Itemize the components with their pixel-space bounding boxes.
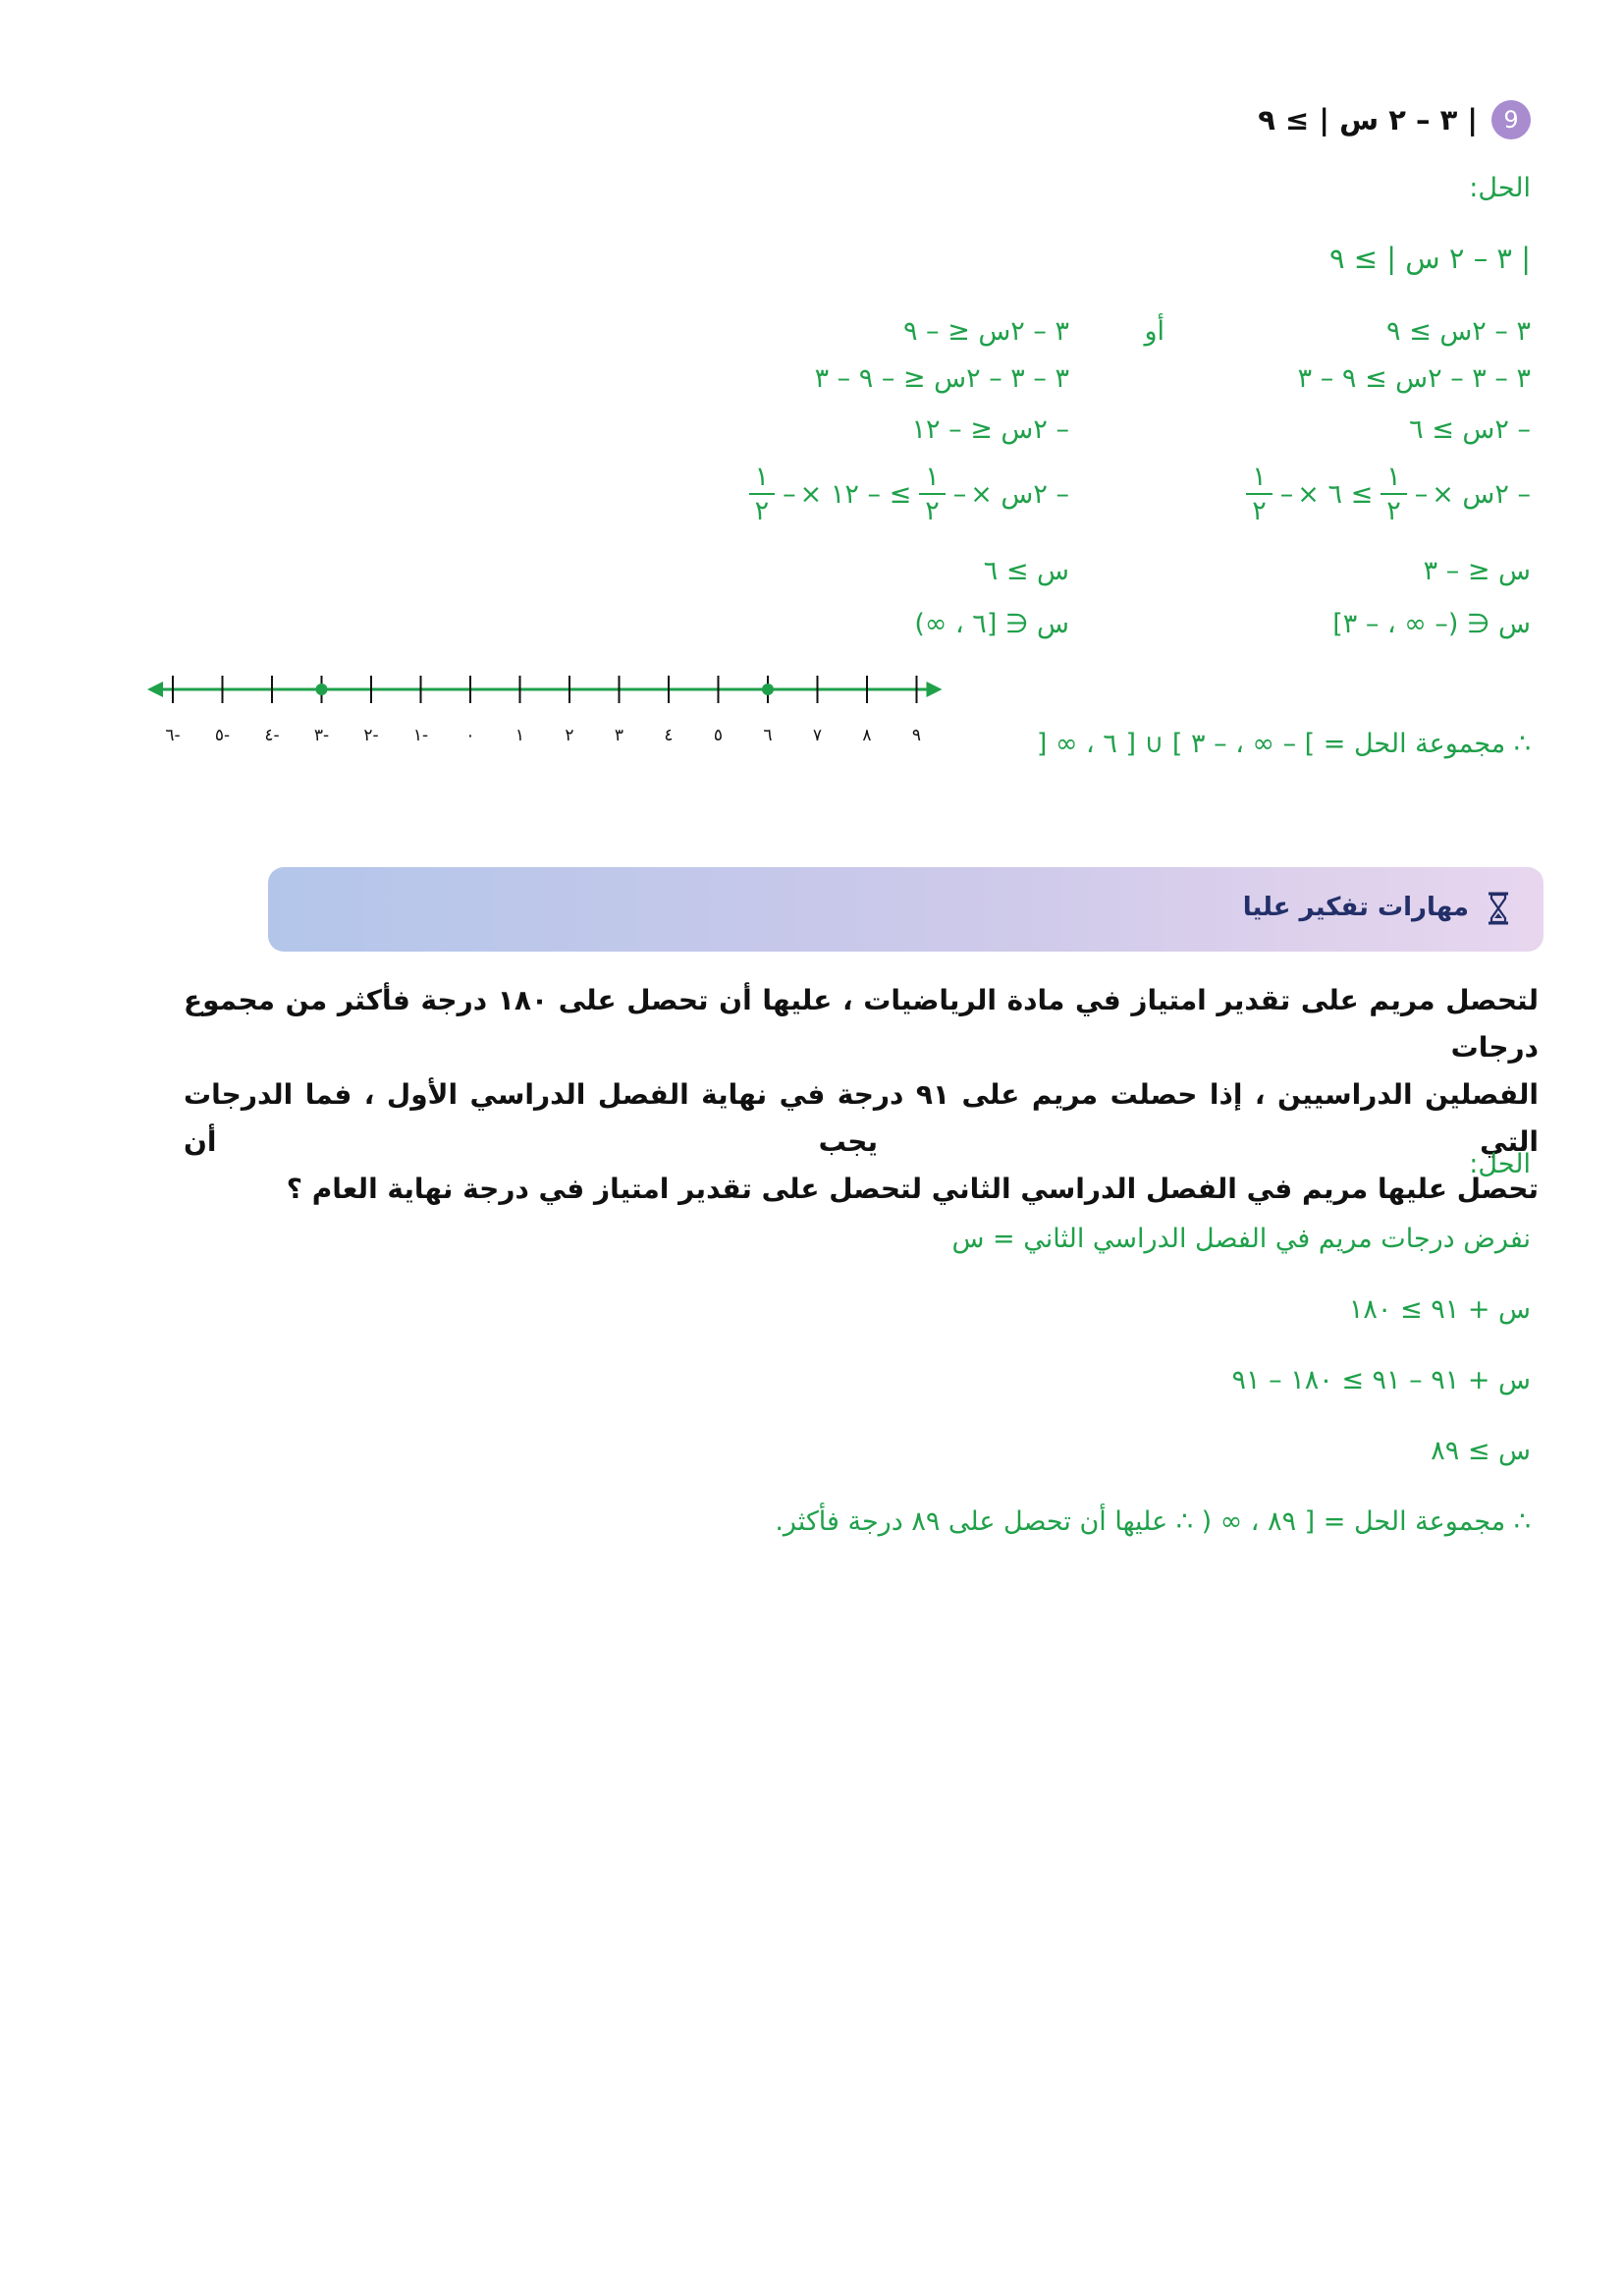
solution2-conclusion-line (775, 1506, 1531, 1537)
section-title: مهارات تفكير عليا (1242, 893, 1469, 922)
solution-set-line (1037, 729, 1531, 759)
fraction-numerator: ١ (919, 464, 946, 495)
hourglass-icon (1485, 891, 1512, 926)
fraction-numerator: ١ (749, 464, 776, 495)
number-line-tick-label: ٠ (465, 726, 475, 745)
section-banner (268, 867, 1543, 952)
solution2-line-1: نفرض درجات مريم في الفصل الدراسي الثاني = س (951, 1224, 1531, 1254)
case2-line-4 (745, 464, 1069, 524)
problem-number-badge: 9 (1491, 100, 1531, 139)
case2-line-6: س ∈ [٦ ، ∞) (914, 609, 1069, 639)
fraction-numerator: ١ (1246, 464, 1272, 495)
number-line (137, 666, 952, 764)
question-line: لتحصل مريم على تقدير امتياز في مادة الرياضيات ، عليها أن تحصل على ١٨٠ درجة فأكثر من مجموع درجات (184, 984, 1539, 1064)
solution-label: الحل: (1469, 173, 1531, 203)
number-line-tick-label: ٤ (664, 726, 674, 745)
absolute-inequality: | ٣ – ٢ س | ≥ ٩ (1328, 242, 1531, 275)
fraction-one-half (1246, 464, 1272, 524)
case1-line-1: ٣ – ٢س ≥ ٩ (1386, 316, 1531, 347)
number-line-tick-label: ١ (514, 726, 525, 745)
fraction-one-half (1380, 464, 1407, 524)
number-line-tick-label: ٥- (214, 726, 231, 745)
fraction-denominator: ٢ (1252, 496, 1267, 526)
case1-line-3: – ٢س ≥ ٦ (1409, 414, 1531, 445)
problem-header (1258, 100, 1531, 139)
number-line-point (762, 683, 774, 695)
number-line-tick-label: ٦ (763, 726, 773, 745)
left-arrow-icon (147, 682, 163, 697)
right-arrow-icon (927, 682, 943, 697)
case1-line-5: س ≤ – ٣ (1423, 556, 1531, 586)
solution2-conclusion: مجموعة الحل = [ ٨٩ ، ∞ ( ∴ عليها أن تحصل على ٨٩ درجة فأكثر. (775, 1506, 1506, 1537)
number-line-tick-label: ٨ (862, 726, 872, 745)
case1-neg-sign-b: – (1279, 478, 1294, 510)
question-line: الفصلين الدراسيين ، إذا حصلت مريم على ٩١ درجة في نهاية الفصل الدراسي الأول ، فما الدرجات التي يجب أن (184, 1078, 1539, 1158)
case2-neg-sign-a: – (952, 478, 967, 510)
case1-line-4 (1242, 464, 1531, 524)
problem-expression: | ٣ – ٢ س | ≥ ٩ (1258, 103, 1478, 137)
question-paragraph (184, 977, 1539, 1213)
therefore-symbol: ∴ (1513, 729, 1531, 759)
case2-line-1: ٣ – ٢س ≤ – ٩ (902, 316, 1069, 347)
case1-neg-sign-a: – (1414, 478, 1429, 510)
fraction-denominator: ٢ (754, 496, 770, 526)
fraction-denominator: ٢ (925, 496, 940, 526)
number-line-tick-label: ٦- (165, 726, 181, 745)
number-line-tick-label: ٩ (911, 726, 922, 745)
solution2-line-3: س + ٩١ – ٩١ ≥ ١٨٠ – ٩١ (1231, 1365, 1531, 1395)
solution2-line-4: س ≥ ٨٩ (1431, 1436, 1531, 1466)
number-line-tick-label: ٣- (313, 726, 330, 745)
case2-line-3: – ٢س ≤ – ١٢ (911, 414, 1069, 445)
case2-neg-sign-b: – (783, 478, 796, 510)
fraction-denominator: ٢ (1386, 496, 1401, 526)
number-line-tick-label: ٣ (614, 726, 624, 745)
case1-line-2: ٣ – ٣ – ٢س ≥ ٩ – ٣ (1297, 363, 1531, 394)
or-label: أو (1144, 316, 1164, 347)
therefore-symbol: ∴ (1513, 1506, 1531, 1537)
question-line: تحصل عليها مريم في الفصل الدراسي الثاني لتحصل على تقدير امتياز في درجة نهاية العام ؟ (286, 1173, 1539, 1205)
case1-line-4-lhs: – ٢س × (1432, 478, 1531, 510)
number-line-tick-label: ٢ (565, 726, 574, 745)
case2-line-4-rhs: ≥ – ١٢ × (799, 478, 912, 510)
fraction-one-half (749, 464, 776, 524)
number-line-tick-label: ٧ (812, 726, 823, 745)
solution2-line-2: س + ٩١ ≥ ١٨٠ (1348, 1294, 1531, 1325)
number-line-tick-label: ٤- (264, 726, 280, 745)
case1-line-6: س ∈ (– ∞ ، – ٣] (1332, 609, 1531, 639)
solution2-label: الحل: (1469, 1149, 1531, 1179)
fraction-one-half (919, 464, 946, 524)
fraction-numerator: ١ (1380, 464, 1407, 495)
solution-set: مجموعة الحل = ] – ∞ ، – ٣ ] ∪ [ ٦ ، ∞ [ (1036, 729, 1506, 759)
case2-line-2: ٣ – ٣ – ٢س ≤ – ٩ – ٣ (814, 363, 1069, 394)
number-line-tick-label: ٢- (363, 726, 379, 745)
number-line-tick-label: ٥ (713, 726, 724, 745)
case1-line-4-rhs: ≥ ٦ × (1297, 478, 1374, 510)
case2-line-5: س ≥ ٦ (983, 556, 1069, 586)
number-line-point (316, 683, 328, 695)
number-line-tick-label: ١- (412, 726, 429, 745)
case2-line-4-lhs: – ٢س × (970, 478, 1069, 510)
